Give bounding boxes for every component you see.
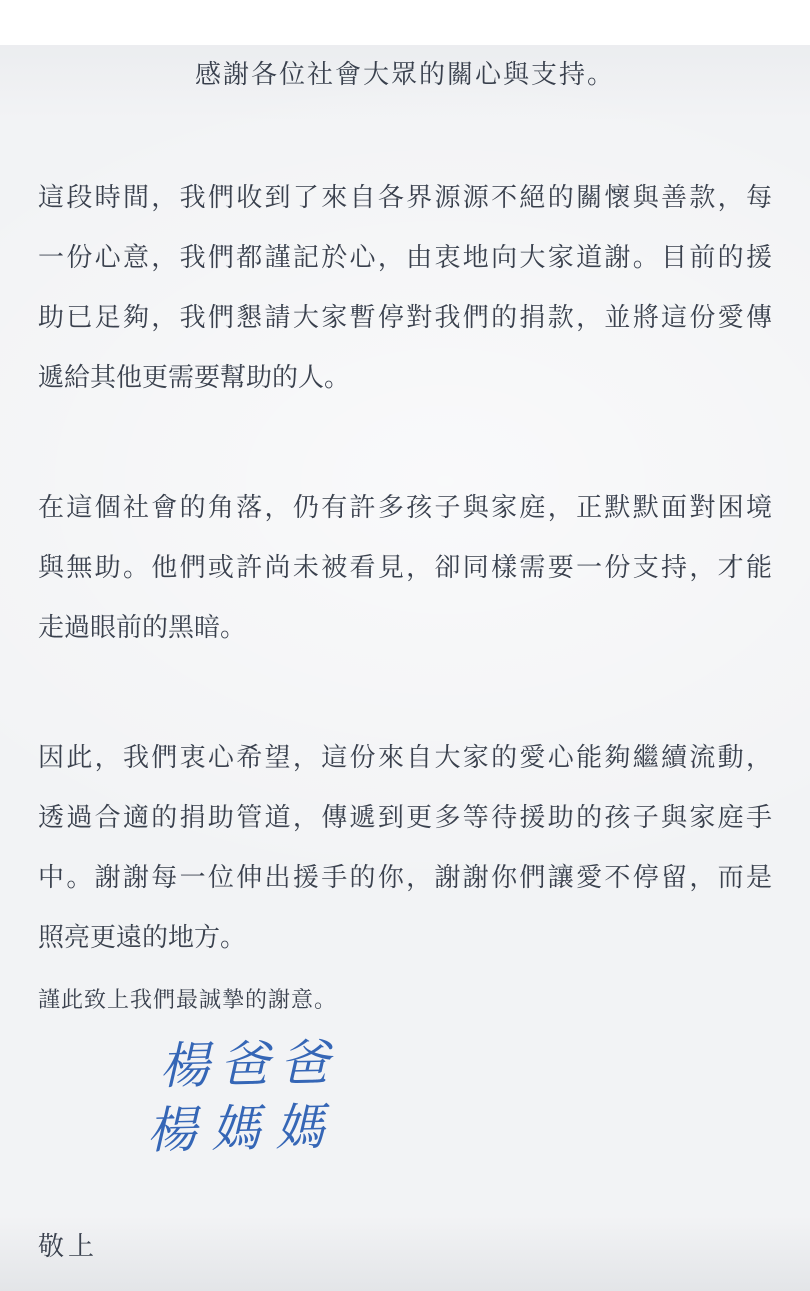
paragraph: [38, 168, 772, 408]
letter-line: 因此，我們衷心希望，這份來自大家的愛心能夠繼續流動，: [38, 743, 772, 772]
letter-line: 一份心意，我們都謹記於心，由衷地向大家道謝。目前的援: [38, 243, 772, 272]
letter-line: 照亮更遠的地方。: [38, 923, 247, 952]
signature-block: [146, 1022, 774, 1163]
handwritten-signature: 楊爸爸: [158, 1034, 340, 1095]
handwritten-signature: 楊媽媽: [146, 1098, 340, 1159]
letter-title: 感謝各位社會大眾的關心與支持。: [194, 60, 615, 89]
letter-line: 與無助。他們或許尚未被看見，卻同樣需要一份支持，才能: [38, 553, 772, 582]
letter-body: [38, 168, 772, 968]
letter-line: 中。謝謝每一位伸出援手的你，謝謝你們讓愛不停留，而是: [38, 863, 772, 892]
letter-line: 在這個社會的角落，仍有許多孩子與家庭，正默默面對困境: [38, 493, 772, 522]
paragraph: [38, 728, 772, 968]
letter-line: 透過合適的捐助管道，傳遞到更多等待援助的孩子與家庭手: [38, 803, 772, 832]
letter-line: 這段時間，我們收到了來自各界源源不絕的關懷與善款，每: [38, 183, 772, 212]
paragraph: [38, 478, 772, 658]
letter-page: [0, 45, 810, 1291]
letter-signoff: 敬上: [38, 1232, 99, 1261]
letter-closing: 謹此致上我們最誠摯的謝意。: [38, 987, 338, 1012]
letter-line: 助已足夠，我們懇請大家暫停對我們的捐款，並將這份愛傳: [38, 303, 772, 332]
letter-line: 遞給其他更需要幫助的人。: [38, 363, 351, 392]
letter-line: 走過眼前的黑暗。: [38, 613, 247, 642]
